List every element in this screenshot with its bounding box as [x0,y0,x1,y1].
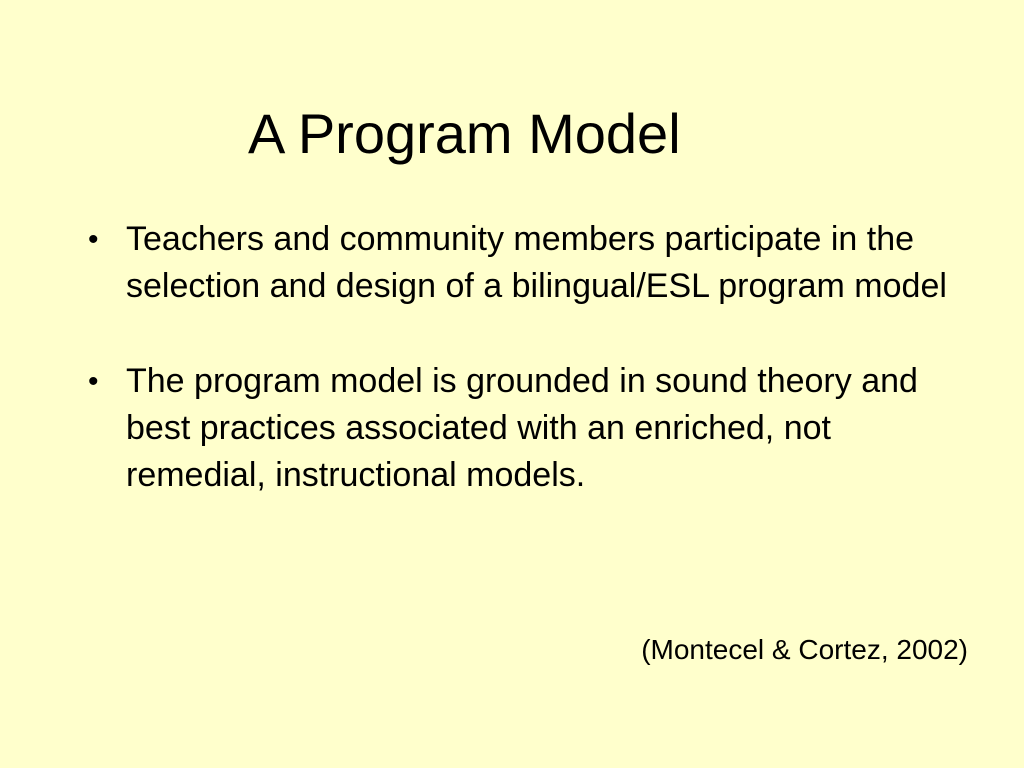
bullet-icon: • [88,365,99,398]
citation: (Montecel & Cortez, 2002) [641,634,968,665]
bullet-icon: • [88,223,99,256]
bullet-text: The program model is grounded in sound theory and best practices associated with an enriched, not remedial, instructional models. [126,362,918,494]
bullet-list [88,216,968,547]
bullet-item [88,358,968,499]
slide-title: A Program Model [248,102,681,165]
bullet-item [88,216,968,310]
bullet-text: Teachers and community members participate in the selection and design of a bilingual/ESL program model [126,220,947,305]
